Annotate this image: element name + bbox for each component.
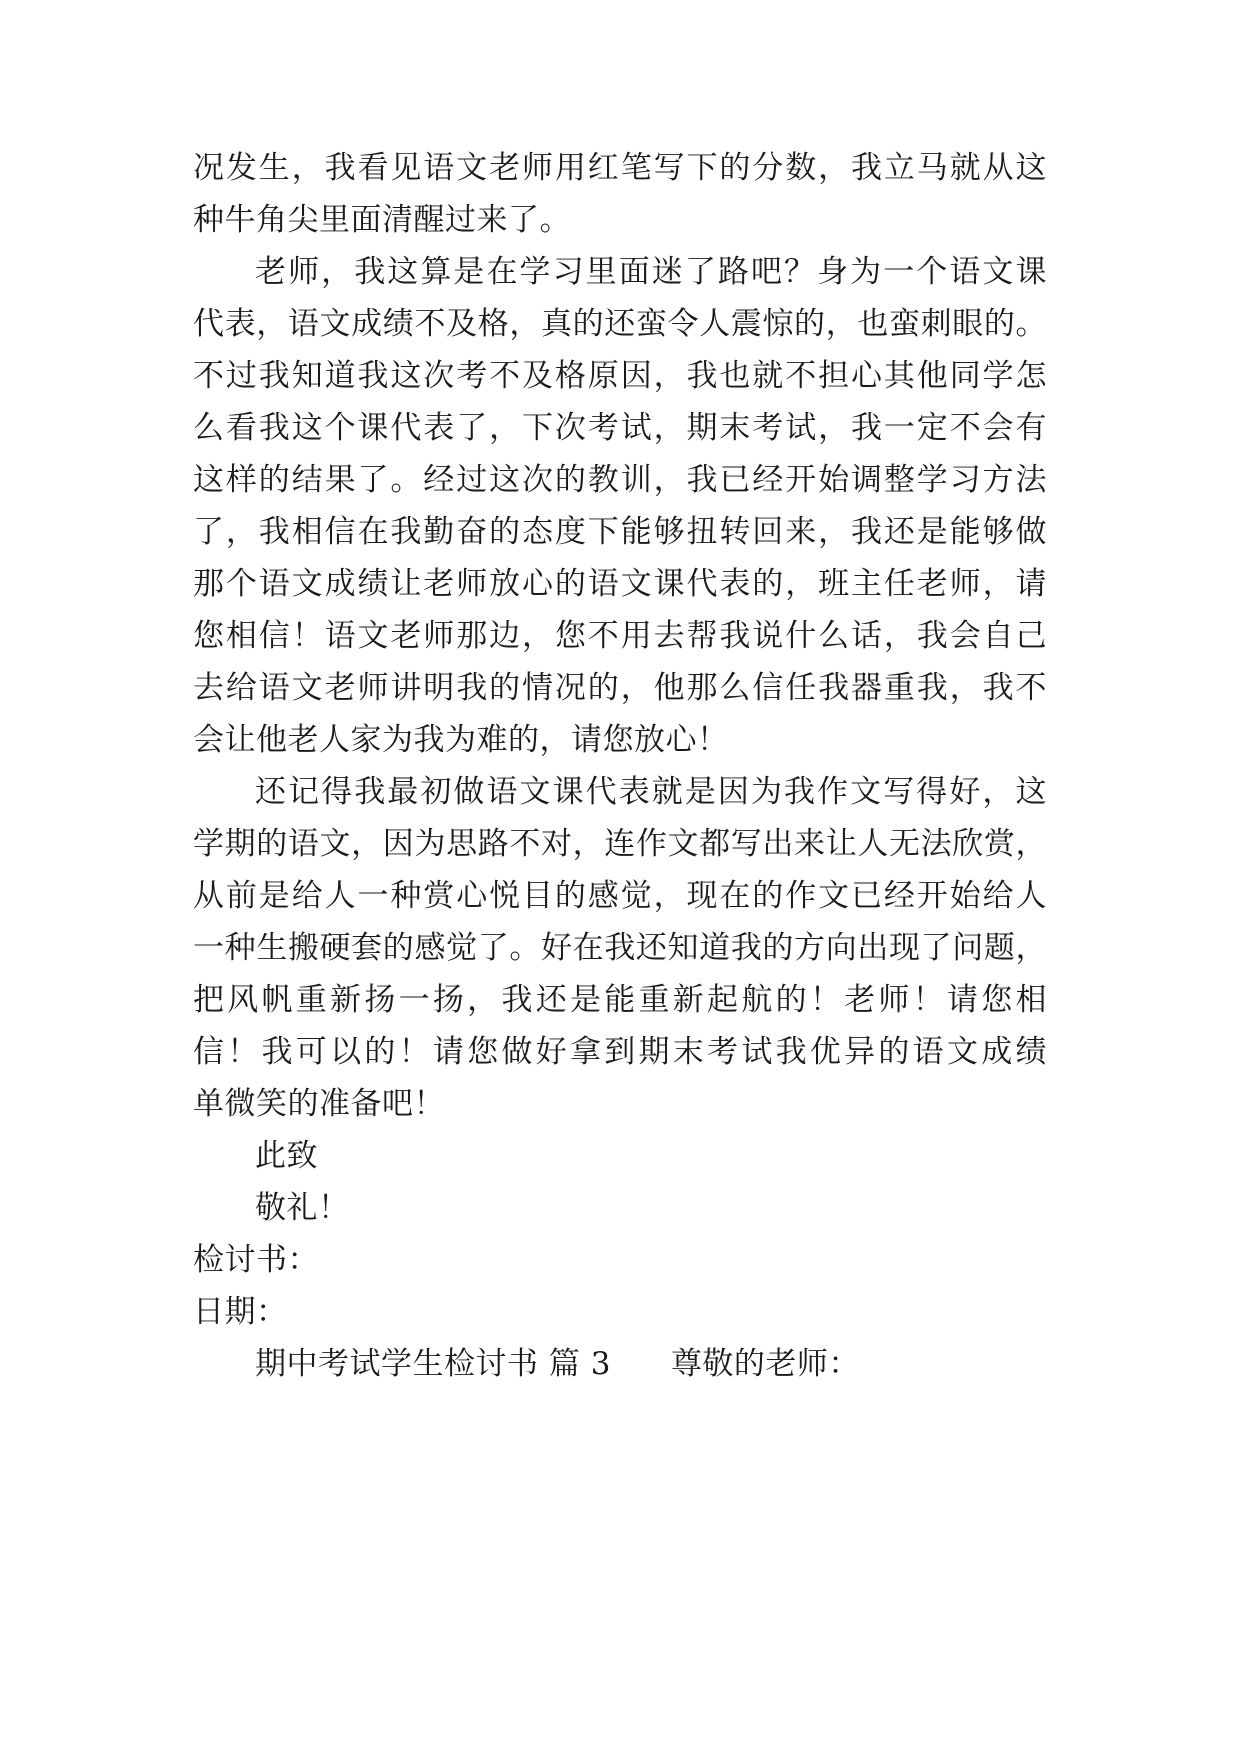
paragraph-line: 把风帆重新扬一扬，我还是能重新起航的！老师！请您相	[193, 982, 1047, 1018]
paragraph-line: 您相信！语文老师那边，您不用去帮我说什么话，我会自己	[193, 618, 1047, 654]
signature-label: 检讨书：	[193, 1242, 319, 1278]
paragraph-line: 会让他老人家为我为难的，请您放心！	[193, 722, 729, 758]
paragraph-line: 代表，语文成绩不及格，真的还蛮令人震惊的，也蛮刺眼的。	[193, 306, 1047, 342]
paragraph-line: 这样的结果了。经过这次的教训，我已经开始调整学习方法	[193, 462, 1047, 498]
paragraph-line: 么看我这个课代表了，下次考试，期末考试，我一定不会有	[193, 410, 1047, 446]
paragraph-line: 种牛角尖里面清醒过来了。	[193, 202, 571, 238]
paragraph-line: 那个语文成绩让老师放心的语文课代表的，班主任老师，请	[193, 566, 1047, 602]
paragraph-line: 单微笑的准备吧！	[193, 1086, 445, 1122]
paragraph-line: 信！我可以的！请您做好拿到期末考试我优异的语文成绩	[193, 1034, 1047, 1070]
paragraph-line: 一种生搬硬套的感觉了。好在我还知道我的方向出现了问题，	[193, 930, 1047, 966]
date-label: 日期：	[193, 1294, 288, 1330]
closing-phrase: 此致	[255, 1138, 318, 1174]
paragraph-line: 不过我知道我这次考不及格原因，我也就不担心其他同学怎	[193, 358, 1047, 394]
paragraph-line: 老师，我这算是在学习里面迷了路吧？身为一个语文课	[255, 254, 1047, 290]
paragraph-line: 还记得我最初做语文课代表就是因为我作文写得好，这	[255, 774, 1047, 810]
paragraph-line: 去给语文老师讲明我的情况的，他那么信任我器重我，我不	[193, 670, 1047, 706]
paragraph-line: 况发生，我看见语文老师用红笔写下的分数，我立马就从这	[193, 150, 1047, 186]
closing-salute: 敬礼！	[255, 1190, 350, 1226]
paragraph-line: 了，我相信在我勤奋的态度下能够扭转回来，我还是能够做	[193, 514, 1047, 550]
paragraph-line: 从前是给人一种赏心悦目的感觉，现在的作文已经开始给人	[193, 878, 1047, 914]
paragraph-line: 学期的语文，因为思路不对，连作文都写出来让人无法欣赏，	[193, 826, 1047, 862]
section-title: 期中考试学生检讨书 篇 3	[255, 1346, 611, 1382]
salutation: 尊敬的老师：	[670, 1346, 860, 1382]
next-section-line	[255, 1344, 860, 1384]
